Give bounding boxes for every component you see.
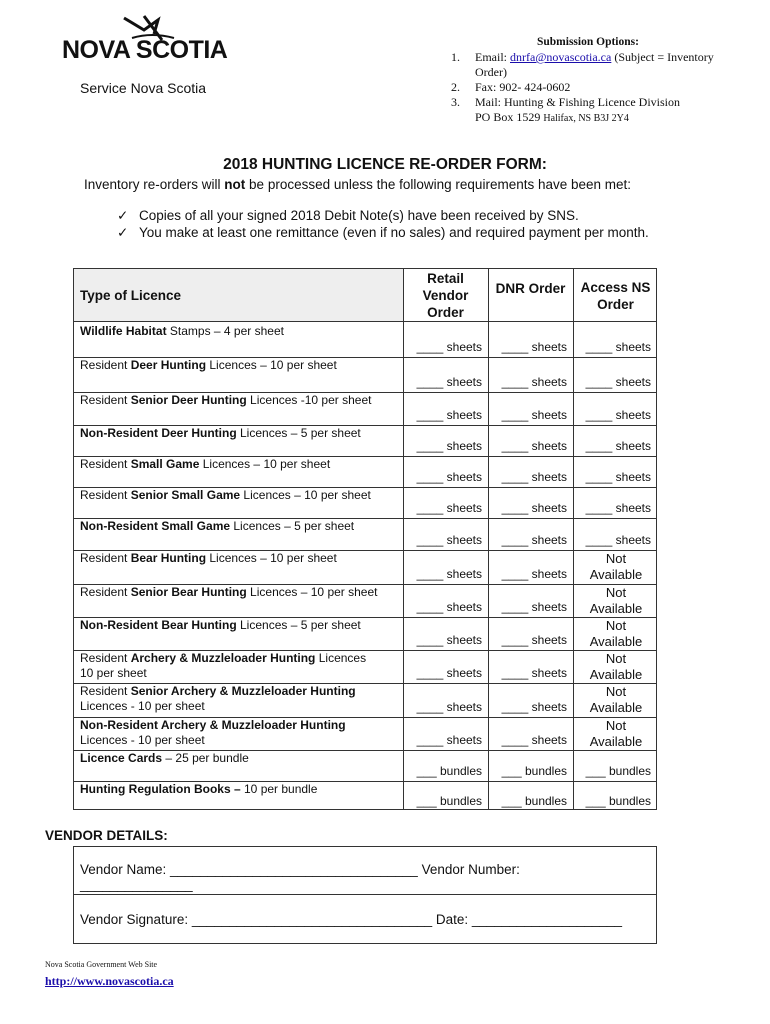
licence-type: Resident Senior Bear Hunting Licences – 10 per sheet	[80, 585, 378, 599]
dnr-order-cell[interactable]: ____ sheets	[501, 666, 567, 680]
dnr-order-cell[interactable]: ____ sheets	[501, 439, 567, 453]
vendor-signature-field[interactable]: Vendor Signature: ________________________________ Date: ____________________	[80, 912, 623, 927]
access-order-cell[interactable]: ___ bundles	[585, 794, 651, 808]
option-number: 2.	[451, 80, 460, 94]
header-access: Access NS Order	[580, 280, 651, 312]
intro-bold: not	[224, 177, 246, 192]
option-text: Fax: 902- 424-0602	[475, 80, 571, 94]
access-order-cell[interactable]: ____ sheets	[585, 470, 651, 484]
vendor-name-continuation[interactable]: _______________	[80, 877, 193, 892]
licence-type: Resident Senior Deer Hunting Licences -10 per sheet	[80, 393, 372, 407]
dnr-order-cell[interactable]: ____ sheets	[501, 375, 567, 389]
dnr-order-cell[interactable]: ____ sheets	[501, 533, 567, 547]
option-label: Email:	[475, 50, 510, 64]
retail-order-cell[interactable]: ____ sheets	[416, 375, 482, 389]
header-type: Type of Licence	[80, 288, 182, 303]
dnr-order-cell[interactable]: ____ sheets	[501, 733, 567, 747]
vendor-details-box	[73, 846, 657, 944]
option-text: Mail: Hunting & Fishing Licence Division	[475, 95, 680, 109]
dnr-order-cell[interactable]: ____ sheets	[501, 700, 567, 714]
access-not-available: Not Available	[589, 651, 643, 682]
dnr-order-cell[interactable]: ____ sheets	[501, 600, 567, 614]
requirement-text: You make at least one remittance (even if no sales) and required payment per month.	[139, 225, 649, 240]
retail-order-cell[interactable]: ____ sheets	[416, 408, 482, 422]
requirement-text: Copies of all your signed 2018 Debit Note(s) have been received by SNS.	[139, 208, 579, 223]
licence-type: Resident Senior Archery & Muzzleloader Hunting Licences - 10 per sheet	[80, 684, 356, 713]
licence-type: Resident Deer Hunting Licences – 10 per sheet	[80, 358, 337, 372]
retail-order-cell[interactable]: ____ sheets	[416, 666, 482, 680]
requirement-item	[117, 225, 649, 241]
check-icon: ✓	[117, 208, 129, 223]
licence-type: Non-Resident Deer Hunting Licences – 5 per sheet	[80, 426, 361, 440]
access-not-available: Not Available	[589, 551, 643, 582]
licence-type: Non-Resident Archery & Muzzleloader Hunting Licences - 10 per sheet	[80, 718, 346, 747]
dnr-order-cell[interactable]: ____ sheets	[501, 633, 567, 647]
access-not-available: Not Available	[589, 585, 643, 616]
licence-type: Resident Archery & Muzzleloader Hunting Licences 10 per sheet	[80, 651, 367, 680]
retail-order-cell[interactable]: ____ sheets	[416, 470, 482, 484]
retail-order-cell[interactable]: ____ sheets	[416, 567, 482, 581]
service-name: Service Nova Scotia	[80, 80, 207, 96]
option-po-box: PO Box 1529	[475, 110, 544, 124]
licence-type: Resident Bear Hunting Licences – 10 per sheet	[80, 551, 337, 565]
retail-order-cell[interactable]: ____ sheets	[416, 600, 482, 614]
access-order-cell[interactable]: ____ sheets	[585, 408, 651, 422]
intro-part: be processed unless the following requirements have been met:	[245, 177, 632, 192]
licence-type: Non-Resident Bear Hunting Licences – 5 per sheet	[80, 618, 361, 632]
dnr-order-cell[interactable]: ___ bundles	[501, 764, 567, 778]
retail-order-cell[interactable]: ____ sheets	[416, 501, 482, 515]
dnr-order-cell[interactable]: ___ bundles	[501, 794, 567, 808]
submission-title: Submission Options:	[537, 36, 639, 48]
option-text-line2: Order)	[475, 65, 507, 79]
retail-order-cell[interactable]: ____ sheets	[416, 633, 482, 647]
dnr-order-cell[interactable]: ____ sheets	[501, 470, 567, 484]
retail-order-cell[interactable]: ____ sheets	[416, 340, 482, 354]
retail-order-cell[interactable]: ___ bundles	[416, 794, 482, 808]
access-order-cell[interactable]: ____ sheets	[585, 439, 651, 453]
access-not-available: Not Available	[589, 618, 643, 649]
access-order-cell[interactable]: ___ bundles	[585, 764, 651, 778]
access-not-available: Not Available	[589, 684, 643, 715]
check-icon: ✓	[117, 225, 129, 240]
licence-order-table	[73, 268, 657, 810]
option-city: Halifax, NS B3J 2Y4	[543, 113, 629, 124]
access-not-available: Not Available	[589, 718, 643, 749]
intro-part: Inventory re-orders will	[84, 177, 225, 192]
website-link[interactable]: http://www.novascotia.ca	[45, 974, 174, 988]
vendor-title: VENDOR DETAILS:	[45, 828, 168, 843]
retail-order-cell[interactable]: ____ sheets	[416, 439, 482, 453]
licence-type: Hunting Regulation Books – 10 per bundle	[80, 782, 318, 796]
retail-order-cell[interactable]: ___ bundles	[416, 764, 482, 778]
access-order-cell[interactable]: ____ sheets	[585, 340, 651, 354]
email-link[interactable]: dnrfa@novascotia.ca	[510, 50, 612, 64]
option-text: (Subject = Inventory	[611, 50, 714, 64]
dnr-order-cell[interactable]: ____ sheets	[501, 340, 567, 354]
option-number: 1.	[451, 50, 460, 64]
header-dnr: DNR Order	[495, 281, 566, 296]
retail-order-cell[interactable]: ____ sheets	[416, 700, 482, 714]
dnr-order-cell[interactable]: ____ sheets	[501, 567, 567, 581]
access-order-cell[interactable]: ____ sheets	[585, 533, 651, 547]
access-order-cell[interactable]: ____ sheets	[585, 375, 651, 389]
header-retail: Retail Vendor Order	[422, 271, 469, 320]
retail-order-cell[interactable]: ____ sheets	[416, 733, 482, 747]
licence-type: Licence Cards – 25 per bundle	[80, 751, 249, 765]
access-order-cell[interactable]: ____ sheets	[585, 501, 651, 515]
logo-wordmark: NOVA SCOTIA	[62, 36, 228, 64]
licence-type: Resident Small Game Licences – 10 per sheet	[80, 457, 331, 471]
option-number: 3.	[451, 95, 460, 109]
licence-type: Non-Resident Small Game Licences – 5 per sheet	[80, 519, 355, 533]
footer-note: Nova Scotia Government Web Site	[45, 960, 158, 969]
form-title: 2018 HUNTING LICENCE RE-ORDER FORM:	[223, 156, 547, 173]
licence-type: Wildlife Habitat Stamps – 4 per sheet	[80, 324, 284, 338]
dnr-order-cell[interactable]: ____ sheets	[501, 408, 567, 422]
intro-text	[84, 177, 631, 192]
licence-type: Resident Senior Small Game Licences – 10 per sheet	[80, 488, 371, 502]
retail-order-cell[interactable]: ____ sheets	[416, 533, 482, 547]
dnr-order-cell[interactable]: ____ sheets	[501, 501, 567, 515]
requirement-item	[117, 208, 579, 224]
vendor-name-field[interactable]: Vendor Name: _________________________________ Vendor Number:	[80, 862, 520, 877]
